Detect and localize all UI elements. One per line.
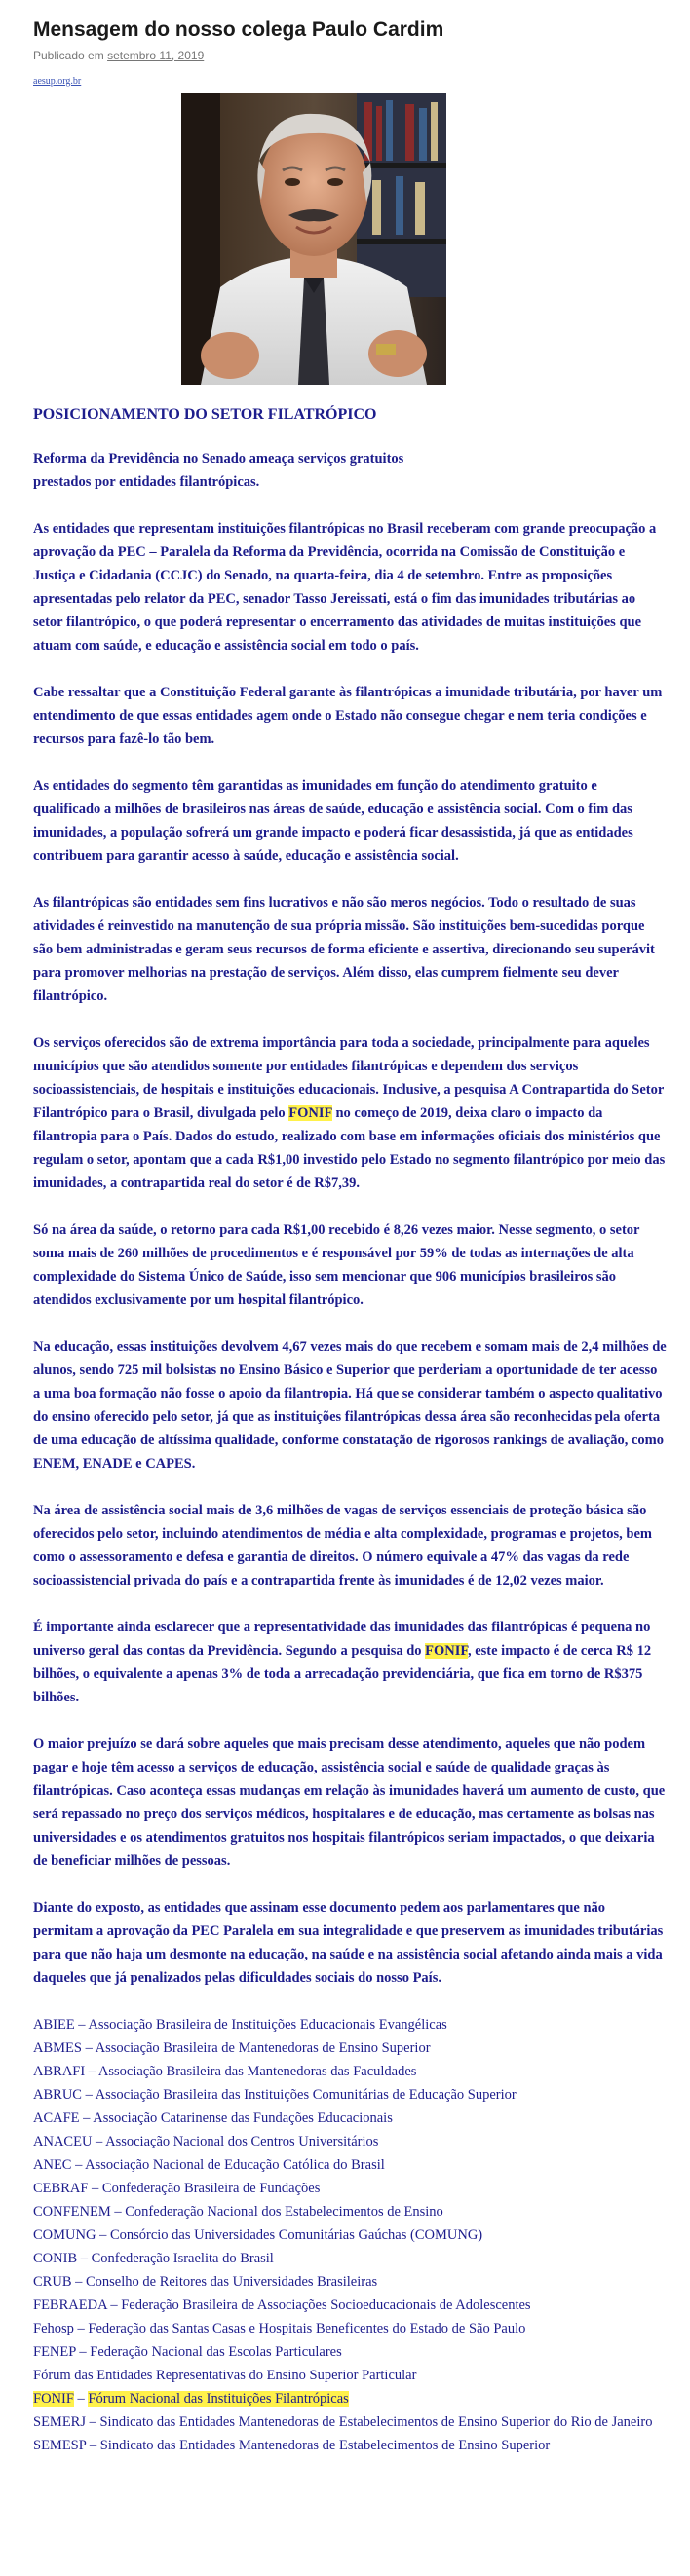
paragraph-2: Cabe ressaltar que a Constituição Federal garante às filantrópicas a imunidade tributária, por haver um entendimento de que essas entidades agem onde o Estado não consegue chegar e nem teria condições e recursos para fazê-lo tão bem. bbox=[33, 685, 663, 747]
signatory-item: CONFENEM – Confederação Nacional dos Estabelecimentos de Ensino bbox=[33, 2204, 443, 2220]
signatory-item: ABMES – Associação Brasileira de Mantenedoras de Ensino Superior bbox=[33, 2040, 431, 2056]
fonif-name: Fórum Nacional das Instituições Filantrópicas bbox=[88, 2391, 349, 2407]
paragraph-9 bbox=[33, 1616, 667, 1709]
paragraph-3: As entidades do segmento têm garantidas as imunidades em função do atendimento gratuito e qualificado a milhões de brasileiros nas áreas de saúde, educação e assistência social. Com o fim das imunidades, a população sofrerá um grande impacto e poderá ficar desassistida, já que as entidades contribuem para garantir acesso à saúde, educação e assistência social. bbox=[33, 778, 633, 864]
article-body bbox=[33, 401, 667, 2457]
paragraph-8: Na área de assistência social mais de 3,6 milhões de vagas de serviços essenciais de proteção básica são oferecidos pelo setor, incluindo atendimentos de média e alta complexidade, programas e projetos, bem como o assessoramento e defesa e garantia de direitos. O número equivale a 47% das vagas da rede socioassistencial privada do país e a contrapartida frente às imunidades é de 12,02 vezes maior. bbox=[33, 1503, 653, 1588]
paragraph-10: O maior prejuízo se dará sobre aqueles que mais precisam desse atendimento, aqueles que não podem pagar e hoje têm acesso a serviços de educação, assistência social e saúde de qualidade graças às filantrópicas. Caso aconteça essas mudanças em relação às imunidades haverá um aumento de custo, que será repassado no preço dos serviços médicos, hospitalares e de educação, mas certamente as bolsas nas universidades e os atendimentos gratuitos nos hospitais filantrópicos seriam impactados, o que deixaria de beneficiar milhões de pessoas. bbox=[33, 1736, 666, 1869]
paragraph-5-text-b: no começo de 2019, deixa claro o impacto da filantropia para o País. Dados do estudo, realizado com base em informações oficiais dos ministérios que regulam o setor, apontam que a cada R$1,00 investido pelo Estado no segmento filantrópico por meio das imunidades, a contrapartida real do setor é de R$7,39. bbox=[33, 1105, 666, 1191]
signatory-item: SEMERJ – Sindicato das Entidades Mantenedoras de Estabelecimentos de Ensino Superior do Rio de Janeiro bbox=[33, 2414, 653, 2430]
paragraph-5 bbox=[33, 1031, 667, 1195]
fonif-sep: – bbox=[73, 2391, 89, 2407]
paragraph-9-text-a: É importante ainda esclarecer que a representatividade das imunidades das filantrópicas é pequena no universo geral das contas da Previdência. Segundo a pesquisa do bbox=[33, 1620, 651, 1659]
signatory-item: Fórum das Entidades Representativas do Ensino Superior Particular bbox=[33, 2368, 417, 2383]
fonif-highlight: FONIF bbox=[288, 1105, 332, 1121]
signatory-item: CONIB – Confederação Israelita do Brasil bbox=[33, 2251, 274, 2266]
signatory-item: ABIEE – Associação Brasileira de Instituições Educacionais Evangélicas bbox=[33, 2017, 447, 2033]
section-heading: POSICIONAMENTO DO SETOR FILATRÓPICO bbox=[33, 406, 377, 423]
signatory-item: ABRAFI – Associação Brasileira das Mantenedoras das Faculdades bbox=[33, 2064, 417, 2079]
paragraph-4: As filantrópicas são entidades sem fins lucrativos e não são meros negócios. Todo o resultado de suas atividades é reinvestido na manutenção de sua própria missão. São instituições bem-sucedidas porque são bem administradas e geram seus recursos de forma eficiente e assertiva, direcionando seu superávit para promover melhorias na prestação de serviços. Além disso, elas cumprem fielmente seu dever filantrópico. bbox=[33, 895, 655, 1004]
published-prefix: Publicado em bbox=[33, 49, 104, 62]
signatory-item: ACAFE – Associação Catarinense das Fundações Educacionais bbox=[33, 2110, 393, 2126]
paragraph-11: Diante do exposto, as entidades que assinam esse documento pedem aos parlamentares que não permitam a aprovação da PEC Paralela em sua integralidade e que preservem as imunidades tributárias para que não haja um desmonte na educação, na saúde e na assistência social afetando ainda mais a vida daqueles que já penalizados pelas dificuldades sociais do nosso País. bbox=[33, 1900, 664, 1986]
fonif-abbr: FONIF bbox=[33, 2391, 74, 2407]
paragraph-5-text-a: Os serviços oferecidos são de extrema importância para toda a sociedade, principalmente para aqueles municípios que são atendidos somente por entidades filantrópicas e dependem dos serviços socioassistenciais, de hospitais e instituições educacionais. Inclusive, a pesquisa A Contrapartida do Setor Filantrópico para o Brasil, divulgada pelo bbox=[33, 1035, 665, 1121]
signatory-item: FENEP – Federação Nacional das Escolas Particulares bbox=[33, 2344, 342, 2360]
signatory-item: FEBRAEDA – Federação Brasileira de Associações Socioeducacionais de Adolescentes bbox=[33, 2297, 531, 2313]
fonif-highlight: FONIF bbox=[425, 1643, 468, 1659]
paragraph-6: Só na área da saúde, o retorno para cada R$1,00 recebido é 8,26 vezes maior. Nesse segmento, o setor soma mais de 260 milhões de procedimentos e é responsável por 59% de todas as internações de alta complexidade do Sistema Único de Saúde, isso sem mencionar que 906 municípios brasileiros são atendidos exclusivamente por um hospital filantrópico. bbox=[33, 1222, 640, 1308]
paragraph-1: As entidades que representam instituições filantrópicas no Brasil receberam com grande preocupação a aprovação da PEC – Paralela da Reforma da Previdência, ocorrida na Comissão de Constituição e Justiça e Cidadania (CCJC) do Senado, na quarta-feira, dia 4 de setembro. Entre as proposições apresentadas pelo relator da PEC, senador Tasso Jereissati, está o fim das imunidades tributárias ao setor filantrópico, o que poderá representar o encerramento das atividades de muitas instituições que atuam com saúde, e educação e assistência social em todo o país. bbox=[33, 521, 657, 653]
portrait-photo-icon bbox=[181, 93, 446, 385]
page-title: Mensagem do nosso colega Paulo Cardim bbox=[33, 19, 444, 41]
paragraph-7: Na educação, essas instituições devolvem 4,67 vezes mais do que recebem e somam mais de 2,4 milhões de alunos, sendo 725 mil bolsistas no Ensino Básico e Superior que perderiam a oportunidade de ter acesso a uma boa formação não fosse o apoio da filantropia. Há que se considerar também o aspecto qualitativo do ensino oferecido pelo setor, já que as instituições filantrópicas dessa área são reconhecidas pela oferta de uma educação de altíssima qualidade, conforme constatação de rigorosos rankings de avaliação, como ENEM, ENADE e CAPES. bbox=[33, 1339, 667, 1472]
article bbox=[33, 0, 667, 89]
signatory-item: COMUNG – Consórcio das Universidades Comunitárias Gaúchas (COMUNG) bbox=[33, 2227, 483, 2243]
subheading-line-2: prestados por entidades filantrópicas. bbox=[33, 474, 260, 490]
paragraph-9-text-b: , este impacto é de cerca R$ 12 bilhões, o equivalente a apenas 3% de toda a arrecadação previdenciária, que fica em torno de R$375 bilhões. bbox=[33, 1643, 652, 1705]
published-date-link[interactable]: setembro 11, 2019 bbox=[107, 49, 205, 62]
signatory-item: ANEC – Associação Nacional de Educação Católica do Brasil bbox=[33, 2157, 385, 2173]
signatory-item: CEBRAF – Confederação Brasileira de Fundações bbox=[33, 2181, 321, 2196]
source bbox=[33, 75, 667, 89]
signatory-item: ABRUC – Associação Brasileira das Instituições Comunitárias de Educação Superior bbox=[33, 2087, 517, 2103]
post-meta bbox=[33, 48, 667, 63]
signatory-item: ANACEU – Associação Nacional dos Centros Universitários bbox=[33, 2134, 379, 2149]
portrait-photo bbox=[181, 93, 446, 385]
signatory-item: SEMESP – Sindicato das Entidades Mantenedoras de Estabelecimentos de Ensino Superior bbox=[33, 2438, 551, 2453]
signatory-item: CRUB – Conselho de Reitores das Universidades Brasileiras bbox=[33, 2274, 378, 2290]
signatories-list bbox=[33, 2013, 667, 2457]
source-link[interactable]: aesup.org.br bbox=[33, 76, 82, 87]
signatory-item-fonif bbox=[33, 2387, 667, 2410]
subheading-line-1: Reforma da Previdência no Senado ameaça serviços gratuitos bbox=[33, 451, 404, 467]
signatory-item: Fehosp – Federação das Santas Casas e Hospitais Beneficentes do Estado de São Paulo bbox=[33, 2321, 526, 2336]
